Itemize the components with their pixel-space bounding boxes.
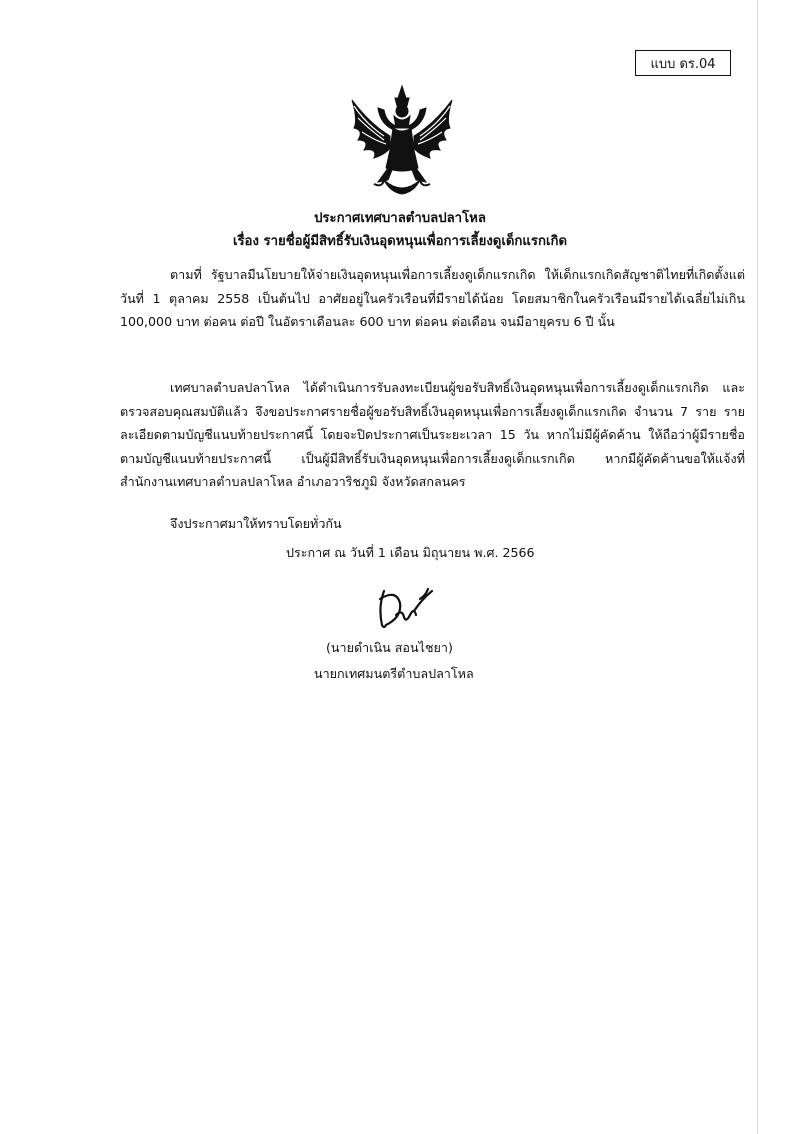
garuda-emblem-icon	[344, 84, 460, 198]
form-code-box	[635, 50, 731, 76]
signatory-name: (นายดำเนิน สอนไชยา)	[326, 640, 453, 655]
announcement-date: ประกาศ ณ วันที่ 1 เดือน มิถุนายน พ.ศ. 2566	[286, 545, 535, 560]
form-code-label: แบบ ดร.04	[650, 56, 716, 72]
announcement-title: ประกาศเทศบาลตำบลปลาโหล	[314, 211, 486, 226]
page-fold-line	[757, 0, 758, 1134]
handwritten-signature-icon	[370, 585, 440, 633]
body-paragraph-closing: จึงประกาศมาให้ทราบโดยทั่วกัน	[170, 516, 342, 531]
announcement-subject: เรื่อง รายชื่อผู้มีสิทธิ์รับเงินอุดหนุนเพื่อการเลี้ยงดูเด็กแรกเกิด	[232, 234, 568, 249]
body-paragraph-policy: ตามที่ รัฐบาลมีนโยบายให้จ่ายเงินอุดหนุนเพื่อการเลี้ยงดูเด็กแรกเกิด ให้เด็กแรกเกิดสัญชาติไทยที่เกิดตั้งแต่วันที่ 1 ตุลาคม 2558 เป็นต้นไป อาศัยอยู่ในครัวเรือนที่มีรายได้น้อย โดยสมาชิกในครัวเรือนมีรายได้เฉลี่ยไม่เกิน 100,000 บาท ต่อคน ต่อปี ในอัตราเดือนละ 600 บาท ต่อคน ต่อเดือน จนมีอายุครบ 6 ปี นั้น	[120, 267, 745, 329]
signatory-position: นายกเทศมนตรีตำบลปลาโหล	[314, 666, 474, 681]
body-paragraph-registration: เทศบาลตำบลปลาโหล ได้ดำเนินการรับลงทะเบียนผู้ขอรับสิทธิ์เงินอุดหนุนเพื่อการเลี้ยงดูเด็กแรกเกิด และตรวจสอบคุณสมบัติแล้ว จึงขอประกาศรายชื่อผู้ขอรับสิทธิ์เงินอุดหนุนเพื่อการเลี้ยงดูเด็กแรกเกิด จำนวน 7 ราย รายละเอียดตามบัญชีแนบท้ายประกาศนี้ โดยจะปิดประกาศเป็นระยะเวลา 15 วัน หากไม่มีผู้คัดค้าน ให้ถือว่าผู้มีรายชื่อตามบัญชีแนบท้ายประกาศนี้ เป็นผู้มีสิทธิ์รับเงินอุดหนุนเพื่อการเลี้ยงดูเด็กแรกเกิด หากมีผู้คัดค้านขอให้แจ้งที่สำนักงานเทศบาลตำบลปลาโหล อำเภอวาริชภูมิ จังหวัดสกลนคร	[120, 380, 745, 489]
